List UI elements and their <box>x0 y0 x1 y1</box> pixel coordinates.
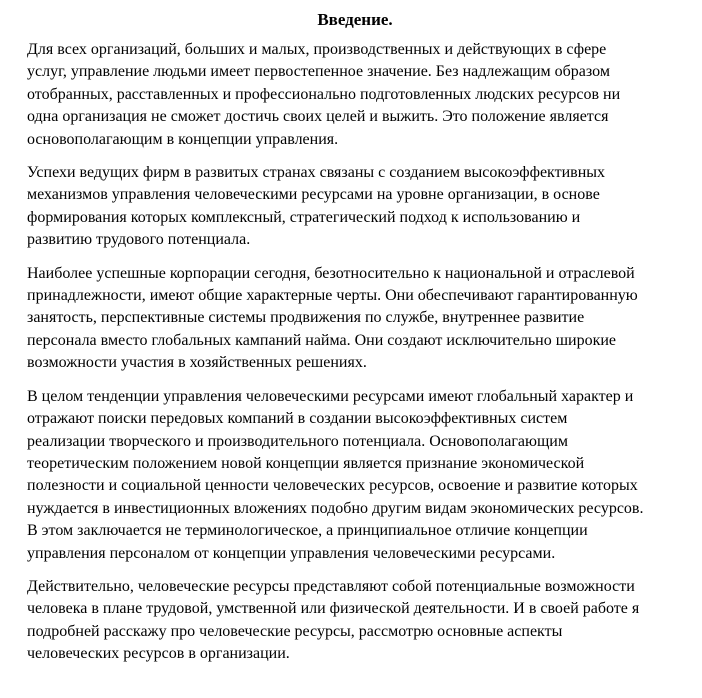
paragraph-3: Наиболее успешные корпорации сегодня, безотносительно к национальной и отраслевой принадлежности, имеют общие характерные черты. Они обеспечивают гарантированную занятость, перспективные системы продвижения по службе, внутреннее развитие персонала вместо глобальных кампаний найма. Они создают исключительно широкие возможности участия в хозяйственных решениях. <box>27 264 638 372</box>
document-page <box>27 9 697 677</box>
paragraph-4: В целом тенденции управления человеческими ресурсами имеют глобальный характер и отражают поиски передовых компаний в создании высокоэффективных систем реализации творческого и производительного потенциала. Основополагающим теоретическим положением новой концепции является признание экономической полезности и социальной ценности человеческих ресурсов, освоение и развитие которых нуждается в инвестиционных вложениях подобно другим видам экономических ресурсов. В этом заключается не терминологическое, а принципиальное отличие концепции управления персоналом от концепции управления человеческими ресурсами. <box>27 387 644 562</box>
paragraph-5: Действительно, человеческие ресурсы представляют собой потенциальные возможности человека в плане трудовой, умственной или физической деятельности. И в своей работе я подробней расскажу про человеческие ресурсы, рассмотрю основные аспекты человеческих ресурсов в организации. <box>27 577 640 663</box>
paragraph-2: Успехи ведущих фирм в развитых странах связаны с созданием высокоэффективных механизмов управления человеческими ресурсами на уровне организации, в основе формирования которых комплексный, стратегический подход к использованию и развитию трудового потенциала. <box>27 164 606 249</box>
document-title: Введение. <box>317 10 393 29</box>
paragraph-1: Для всех организаций, больших и малых, производственных и действующих в сфере услуг, управление людьми имеет первостепенное значение. Без надлежащим образом отобранных, расставленных и профессионально подготовленных людских ресурсов ни одна организация не сможет достичь своих целей и выжить. Это положение является основополагающим в концепции управления. <box>27 41 621 148</box>
